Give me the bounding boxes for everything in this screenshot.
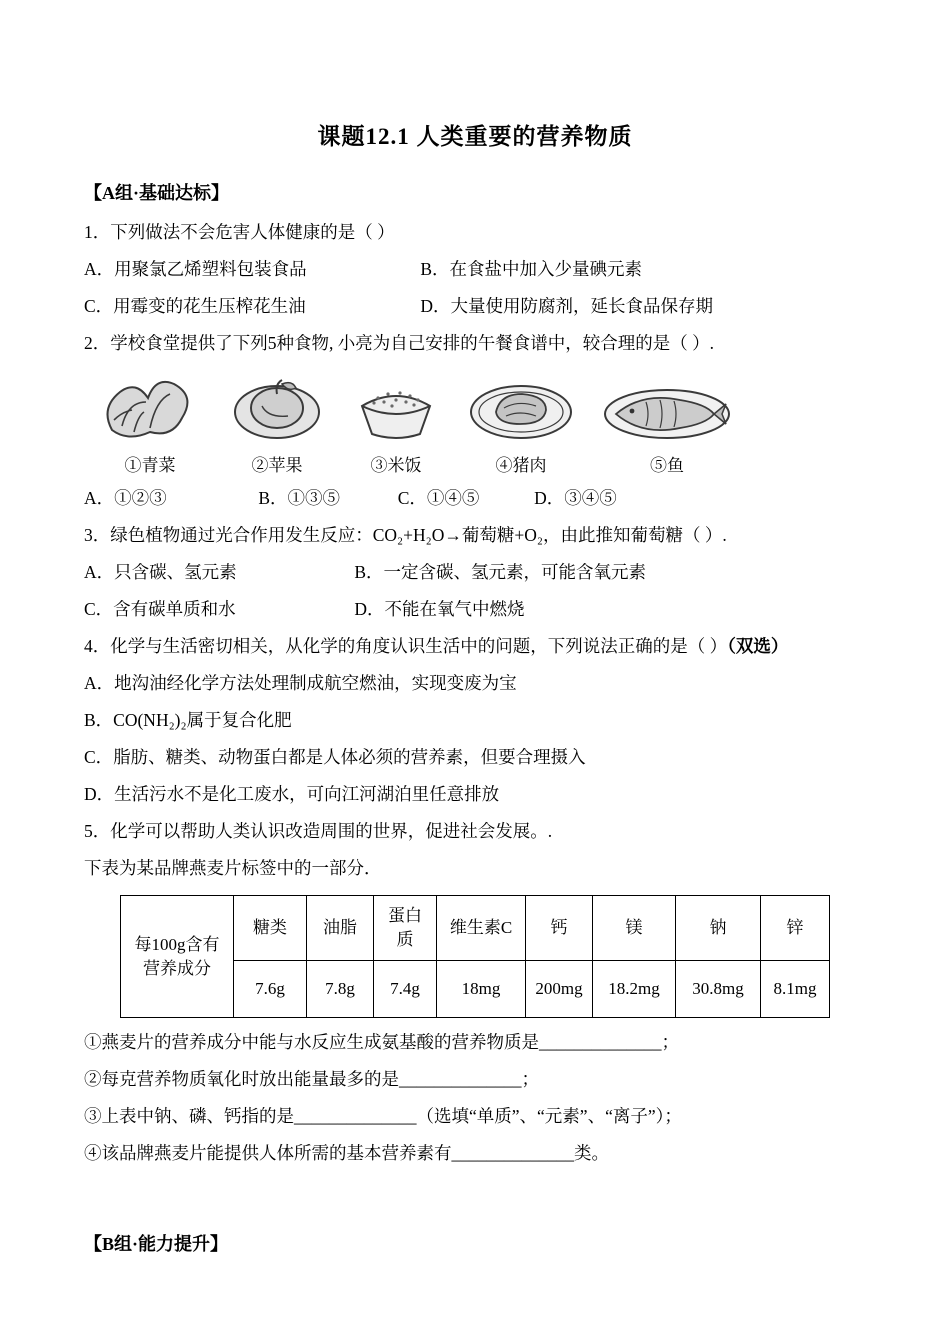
q1-option-a: A．用聚氯乙烯塑料包装食品	[84, 259, 307, 279]
q1-options-row-2	[84, 288, 866, 325]
q5-subquestion-4: ④该品牌燕麦片能提供人体所需的基本营养素有______________类。	[84, 1143, 609, 1163]
q4-option-a: A．地沟油经化学方法处理制成航空燃油，实现变废为宝	[84, 673, 517, 693]
table-cell-sodium: 30.8mg	[676, 961, 761, 1018]
q3-stem: 3．绿色植物通过光合作用发生反应：CO₂+H₂O→葡萄糖+O₂，由此推知葡萄糖（ ）.	[84, 525, 727, 545]
q2-option-a: A．①②③	[84, 488, 167, 508]
section-b-heading: 【B组·能力提升】	[84, 1234, 229, 1254]
nutrition-table	[120, 895, 830, 1018]
q4-option-d: D．生活污水不是化工废水，可向江河湖泊里任意排放	[84, 784, 500, 804]
q5-subquestion-3: ③上表中钠、磷、钙指的是______________（选填“单质”、“元素”、“离子”）；	[84, 1106, 682, 1126]
q1-options-row-1	[84, 251, 866, 288]
table-cell-magnesium: 18.2mg	[593, 961, 676, 1018]
q4-stem-text: 4．化学与生活密切相关，从化学的角度认识生活中的问题，下列说法正确的是（ ）	[84, 636, 728, 656]
q4-stem-bold: （双选）	[727, 636, 789, 656]
vegetable-image	[98, 372, 202, 444]
q1-stem: 1．下列做法不会危害人体健康的是（ ）	[84, 222, 395, 242]
q5-subquestion-2: ②每克营养物质氧化时放出能量最多的是______________；	[84, 1069, 539, 1089]
table-col-header-vitamin-c: 维生素C	[437, 896, 526, 961]
table-col-header-calcium: 钙	[526, 896, 593, 961]
q1-option-c: C．用霉变的花生压榨花生油	[84, 296, 306, 316]
q5-intro-1: 5．化学可以帮助人类认识改造周围的世界，促进社会发展。.	[84, 821, 553, 841]
q4-option-b: B．CO(NH₂)₂属于复合化肥	[84, 710, 292, 730]
q5-subquestion-1: ①燕麦片的营养成分中能与水反应生成氨基酸的营养物质是______________；	[84, 1032, 679, 1052]
table-row-header: 每100g含有营养成分	[121, 896, 234, 1018]
food-figure-vegetable	[98, 372, 202, 476]
q4-option-c: C．脂肪、糖类、动物蛋白都是人体必须的营养素，但要合理摄入	[84, 747, 586, 767]
rice-image	[352, 372, 440, 444]
table-col-header-sugar: 糖类	[234, 896, 307, 961]
q2-option-c: C．①④⑤	[397, 488, 480, 508]
fish-image	[602, 374, 732, 444]
food-label: ⑤鱼	[650, 456, 684, 475]
q4-stem	[84, 628, 866, 665]
q3-option-d: D．不能在氧气中燃烧	[354, 599, 525, 619]
table-col-header-zinc: 锌	[761, 896, 830, 961]
q2-option-d: D．③④⑤	[534, 488, 617, 508]
table-col-header-sodium: 钠	[676, 896, 761, 961]
table-col-header-magnesium: 镁	[593, 896, 676, 961]
section-a-heading: 【A组·基础达标】	[84, 183, 230, 203]
q2-option-b: B．①③⑤	[258, 488, 341, 508]
q1-option-b: B．在食盐中加入少量碘元素	[420, 259, 643, 279]
table-cell-protein: 7.4g	[374, 961, 437, 1018]
q3-option-b: B．一定含碳、氢元素，可能含氧元素	[354, 562, 647, 582]
q5-intro-2: 下表为某品牌燕麦片标签中的一部分．	[84, 858, 382, 878]
q3-options-row-2	[84, 591, 866, 628]
q1-option-d: D．大量使用防腐剂，延长食品保存期	[420, 296, 714, 316]
table-cell-calcium: 200mg	[526, 961, 593, 1018]
food-figure-rice	[352, 372, 440, 476]
food-figure-fish	[602, 374, 732, 476]
table-cell-vitamin-c: 18mg	[437, 961, 526, 1018]
q3-option-c: C．含有碳单质和水	[84, 599, 236, 619]
q2-stem: 2．学校食堂提供了下列5种食物, 小亮为自己安排的午餐食谱中，较合理的是（ ）.	[84, 333, 714, 353]
q3-option-a: A．只含碳、氢元素	[84, 562, 237, 582]
q3-options-row-1	[84, 554, 866, 591]
table-cell-zinc: 8.1mg	[761, 961, 830, 1018]
page-title: 课题12.1 人类重要的营养物质	[317, 124, 633, 149]
food-images-row	[98, 370, 866, 476]
food-label: ①青菜	[124, 456, 176, 475]
food-label: ②苹果	[251, 456, 303, 475]
apple-image	[228, 372, 326, 444]
table-cell-fat: 7.8g	[307, 961, 374, 1018]
table-col-header-fat: 油脂	[307, 896, 374, 961]
q2-options-row	[84, 480, 866, 517]
food-label: ④猪肉	[495, 456, 547, 475]
table-cell-sugar: 7.6g	[234, 961, 307, 1018]
food-figure-pork	[466, 370, 576, 476]
food-figure-apple	[228, 372, 326, 476]
pork-image	[466, 370, 576, 444]
table-col-header-protein: 蛋白质	[374, 896, 437, 961]
food-label: ③米饭	[370, 456, 422, 475]
